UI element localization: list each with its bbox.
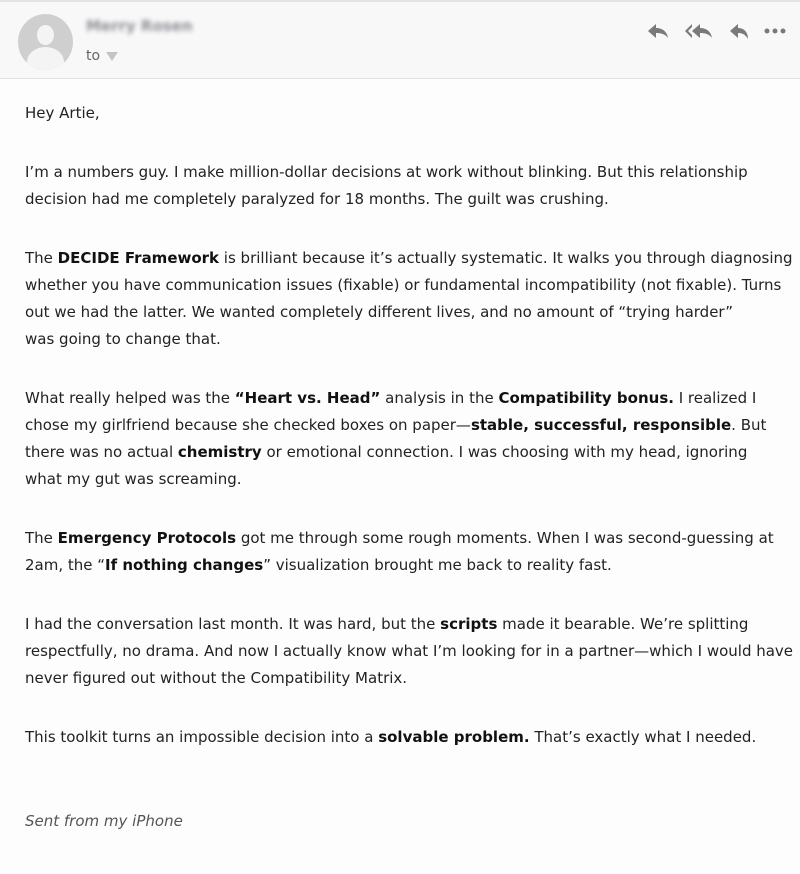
text: 2am, the “ (25, 556, 106, 574)
sender-name[interactable]: Merry Rosen (86, 17, 193, 35)
bold-text: Compatibility bonus. (498, 389, 674, 407)
text: there was no actual (25, 443, 178, 461)
chevron-down-icon (106, 52, 118, 61)
paragraph-line (25, 724, 785, 751)
paragraph-line (25, 299, 785, 326)
to-label: to (86, 48, 101, 64)
bold-text: solvable problem. (378, 728, 530, 746)
text: made it bearable. We’re splitting (497, 615, 749, 633)
body-paragraph (25, 100, 785, 127)
paragraph-line (25, 552, 785, 579)
paragraph-line (25, 385, 785, 412)
paragraph-line (25, 525, 785, 552)
forward-icon[interactable] (728, 22, 750, 40)
text: The (25, 529, 58, 547)
body-paragraph (25, 724, 785, 751)
body-paragraph (25, 245, 793, 353)
body-paragraph (25, 525, 785, 579)
text: decision had me completely paralyzed for 18 months. The guilt was crushing. (25, 190, 609, 208)
recipients-toggle[interactable] (86, 48, 118, 64)
text: What really helped was the (25, 389, 235, 407)
text: The (25, 249, 58, 267)
bold-text: “Heart vs. Head” (234, 389, 381, 407)
text: out we had the latter. We wanted completely different lives, and no amount of “trying harder” (25, 303, 733, 321)
signature: Sent from my iPhone (25, 812, 183, 830)
bold-text: scripts (440, 615, 498, 633)
bold-text: chemistry (177, 443, 262, 461)
body-paragraph (25, 611, 794, 692)
text: ” visualization brought me back to reality fast. (263, 556, 612, 574)
body-paragraph (25, 385, 785, 493)
paragraph-line (25, 466, 785, 493)
more-icon[interactable] (764, 27, 786, 35)
text: That’s exactly what I needed. (529, 728, 757, 746)
text: . But (731, 416, 767, 434)
paragraph-line (25, 100, 785, 127)
reply-icon[interactable] (646, 22, 670, 40)
reply-all-icon[interactable] (684, 22, 714, 40)
message-actions (646, 22, 786, 40)
paragraph-line (25, 439, 785, 466)
text: This toolkit turns an impossible decision into a (25, 728, 379, 746)
avatar[interactable] (18, 14, 73, 70)
paragraph-line (25, 245, 793, 272)
paragraph-line (25, 611, 785, 638)
text: whether you have communication issues (fixable) or fundamental incompatibility (not fixable). Turns (25, 276, 782, 294)
text: I realized I (673, 389, 757, 407)
text: is brilliant because it’s actually systematic. It walks you through diagnosing (219, 249, 793, 267)
bold-text: If nothing changes (105, 556, 264, 574)
text: chose my girlfriend because she checked boxes on paper— (25, 416, 471, 434)
text: or emotional connection. I was choosing with my head, ignoring (261, 443, 748, 461)
paragraph-line (25, 638, 794, 665)
bold-text: stable, successful, responsible (470, 416, 732, 434)
paragraph-line (25, 412, 785, 439)
text: respectfully, no drama. And now I actually know what I’m looking for in a partner—which I would have (25, 642, 794, 660)
paragraph-line (25, 665, 785, 692)
bold-text: DECIDE Framework (57, 249, 220, 267)
body-paragraph (25, 159, 785, 213)
text: was going to change that. (25, 330, 221, 348)
email-body (25, 100, 794, 783)
text: I had the conversation last month. It was hard, but the (25, 615, 441, 633)
text: never figured out without the Compatibility Matrix. (25, 669, 408, 687)
paragraph-line (25, 326, 785, 353)
text: what my gut was screaming. (25, 470, 242, 488)
bold-text: Emergency Protocols (57, 529, 237, 547)
text: Hey Artie, (25, 104, 100, 122)
paragraph-line (25, 186, 785, 213)
paragraph-line (25, 159, 785, 186)
email-header (0, 2, 800, 79)
text: analysis in the (380, 389, 499, 407)
text: got me through some rough moments. When I was second-guessing at (236, 529, 774, 547)
paragraph-line (25, 272, 785, 299)
text: I’m a numbers guy. I make million-dollar decisions at work without blinking. But this relationship (25, 163, 748, 181)
avatar-head (37, 25, 54, 45)
avatar-body (27, 47, 64, 70)
